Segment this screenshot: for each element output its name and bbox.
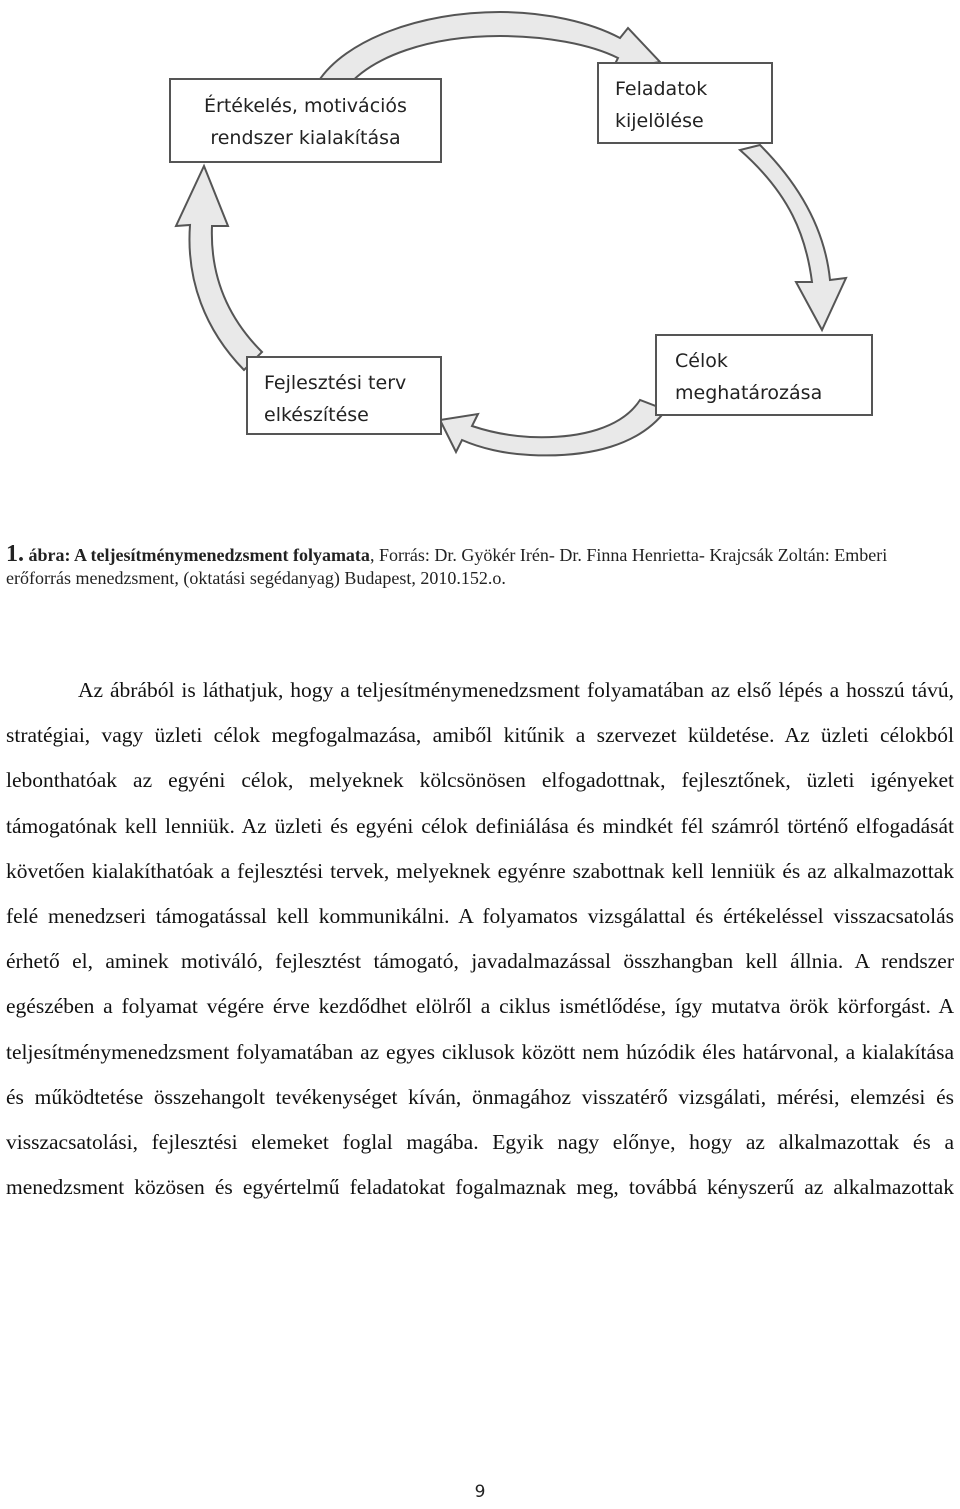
box-task-assignment: [597, 62, 773, 144]
box-evaluation-motivation: [169, 78, 442, 163]
box-goals-line-1: Célok: [675, 350, 728, 372]
body-text: [6, 668, 954, 1210]
figure-source: , Forrás: Dr. Gyökér Irén- Dr. Finna Henrietta- Krajcsák Zoltán: Emberi erőforrás menedzsment, (oktatási segédanyag) Budapest, 2010.152.o.: [6, 545, 888, 588]
arrow-dev-to-eval: [176, 166, 262, 370]
figure-caption: [6, 543, 956, 590]
box-goals-line-2: meghatározása: [675, 382, 823, 404]
arrow-goals-to-dev: [440, 400, 666, 455]
box-tasks-line-2: kijelölése: [615, 110, 704, 132]
box-dev-line-1: Fejlesztési terv: [264, 372, 407, 394]
page-number: 9: [474, 1482, 486, 1502]
box-tasks-line-1: Feladatok: [615, 78, 708, 100]
figure-number: 1.: [6, 541, 24, 567]
box-development-plan: [246, 356, 442, 435]
box-evaluation-line-2: rendszer kialakítása: [210, 127, 401, 149]
box-dev-line-2: elkészítése: [264, 404, 369, 426]
box-goal-setting: [655, 334, 873, 416]
arrow-tasks-to-goals: [740, 145, 846, 330]
box-evaluation-line-1: Értékelés, motivációs: [204, 95, 407, 117]
cycle-diagram: [0, 0, 960, 460]
body-paragraph: Az ábrából is láthatjuk, hogy a teljesítménymenedzsment folyamatában az első lépés a hosszú távú, stratégiai, vagy üzleti célok megfogalmazása, amiből kitűnik a szervezet küldetése. Az üzleti célokból lebonthatóak az egyéni célok, melyeknek kölcsönösen elfogadottnak, fejlesztőnek, üzleti igényeket támogatónak kell lenniük. Az üzleti és egyéni célok definiálása és mindkét fél számról történő elfogadását követően kialakíthatóak a fejlesztési tervek, melyeknek egyénre szabottnak kell lenniük és az alkalmazottak felé menedzseri támogatással kell kommunikálni. A folyamatos vizsgálattal és értékeléssel visszacsatolás érhető el, aminek motiváló, fejlesztést támogató, javadalmazással összhangban kell állnia. A rendszer egészében a folyamat végére érve kezdődhet elölről a ciklus ismétlődése, így mutatva örök körforgást. A teljesítménymenedzsment folyamatában az egyes ciklusok között nem húzódik éles határvonal, a kialakítása és működtetése összehangolt tevékenységet kíván, önmagához visszatérő vizsgálati, mérési, elemzési és visszacsatolási, fejlesztési elemeket foglal magába. Egyik nagy előnye, hogy az alkalmazottak és a menedzsment közösen és egyértelmű feladatokat fogalmaznak meg, továbbá kényszerű az alkalmazottak: [6, 678, 954, 1200]
figure-title: ábra: A teljesítménymenedzsment folyamata: [28, 545, 370, 565]
